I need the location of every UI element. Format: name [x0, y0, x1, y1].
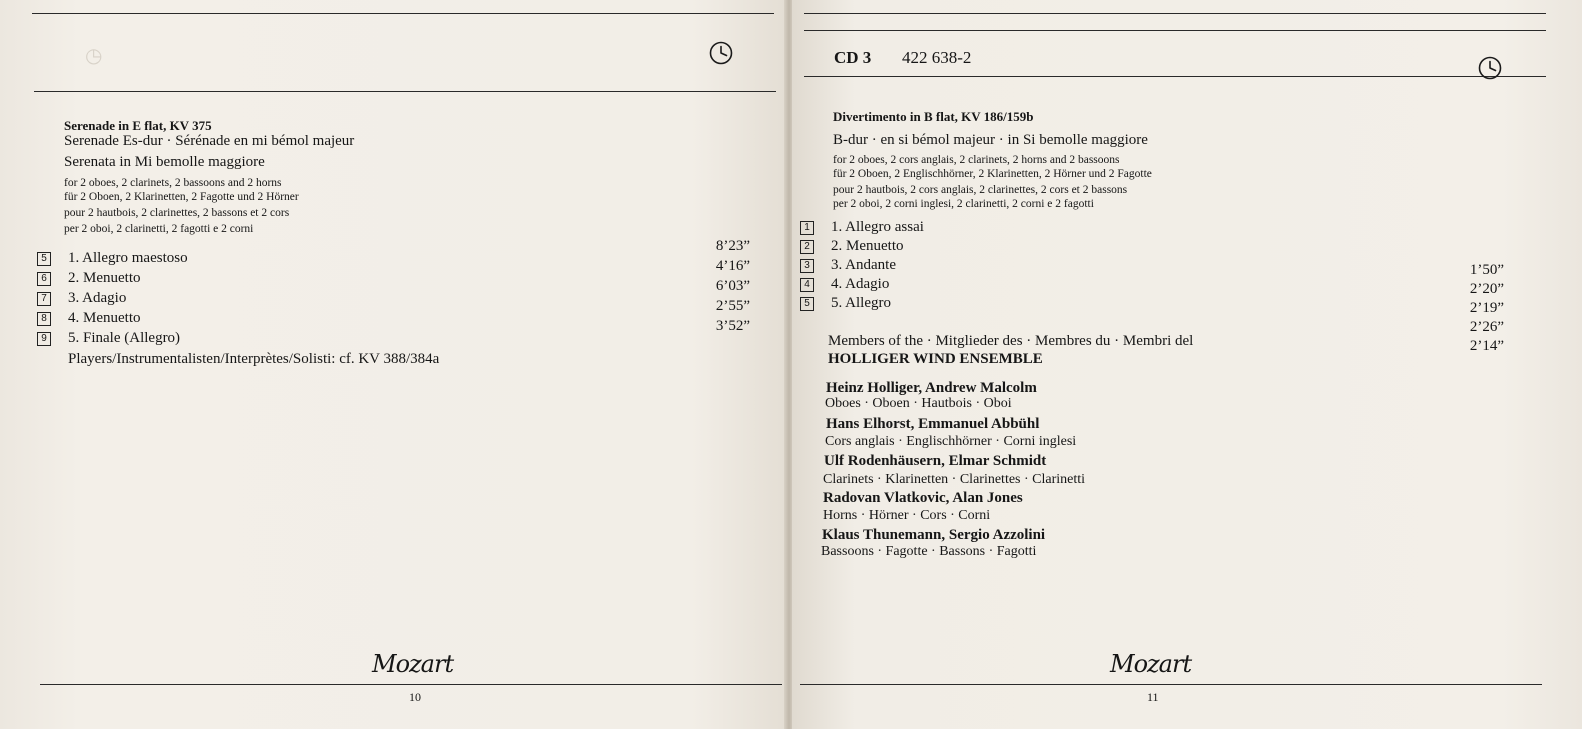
- header-rule: [34, 91, 776, 92]
- scoring-line: per 2 oboi, 2 corni inglesi, 2 clarinetti, 2 corni e 2 fagotti: [833, 198, 1094, 210]
- track-number: 5: [37, 252, 51, 266]
- track-item: [37, 269, 141, 289]
- duration: 2’14”: [1469, 338, 1504, 354]
- scoring-line: für 2 Oboen, 2 Klarinetten, 2 Fagotte und 2 Hörner: [64, 191, 299, 203]
- duration: 1’50”: [1469, 262, 1504, 278]
- ensemble-name: HOLLIGER WIND ENSEMBLE: [828, 351, 1043, 367]
- player-names: Klaus Thunemann, Sergio Azzolini: [822, 527, 1046, 543]
- player-names: Radovan Vlatkovic, Alan Jones: [823, 490, 1023, 506]
- track-title: 5. Finale (Allegro): [68, 330, 181, 346]
- track-number: 2: [800, 240, 814, 254]
- mozart-signature: Mozart: [372, 650, 454, 678]
- footer-rule: [40, 684, 782, 685]
- duration: 2’20”: [1469, 281, 1504, 297]
- scoring-line: pour 2 hautbois, 2 clarinettes, 2 bassons et 2 cors: [64, 207, 290, 219]
- footer-rule: [800, 684, 1542, 685]
- clock-icon: [708, 40, 734, 66]
- track-title: 1. Allegro assai: [831, 219, 924, 235]
- scoring-line: for 2 oboes, 2 cors anglais, 2 clarinets, 2 horns and 2 bassoons: [833, 154, 1120, 166]
- scoring-line: per 2 oboi, 2 clarinetti, 2 fagotti e 2 corni: [64, 223, 254, 235]
- player-instruments: Cors anglais · Englischhörner · Corni inglesi: [825, 434, 1077, 449]
- track-title: 1. Allegro maestoso: [68, 250, 188, 266]
- player-instruments: Bassoons · Fagotte · Bassons · Fagotti: [821, 544, 1037, 559]
- scoring-line: für 2 Oboen, 2 Englischhörner, 2 Klarinetten, 2 Hörner und 2 Fagotte: [833, 168, 1152, 180]
- top-rule: [32, 13, 774, 14]
- track-item: [800, 218, 924, 238]
- page-number: 10: [409, 690, 421, 704]
- track-number: 5: [800, 297, 814, 311]
- track-title: 5. Allegro: [831, 295, 891, 311]
- duration: 3’52”: [715, 318, 750, 334]
- player-instruments: Horns · Hörner · Cors · Corni: [823, 508, 991, 523]
- track-item: [800, 237, 904, 257]
- player-names: Hans Elhorst, Emmanuel Abbühl: [826, 416, 1040, 432]
- top-rule: [804, 30, 1546, 31]
- player-instruments: Clarinets · Klarinetten · Clarinettes · Clarinetti: [823, 472, 1086, 487]
- track-number: 3: [800, 259, 814, 273]
- track-number: 4: [800, 278, 814, 292]
- track-number: 7: [37, 292, 51, 306]
- track-number: 8: [37, 312, 51, 326]
- track-title: 2. Menuetto: [68, 270, 141, 286]
- track-item: [37, 289, 126, 309]
- player-names: Heinz Holliger, Andrew Malcolm: [826, 380, 1037, 396]
- track-item: [800, 275, 889, 295]
- scoring-line: for 2 oboes, 2 clarinets, 2 bassoons and 2 horns: [64, 177, 282, 189]
- duration: 2’19”: [1469, 300, 1504, 316]
- work-subtitle: Serenata in Mi bemolle maggiore: [64, 154, 265, 170]
- track-item: [37, 329, 180, 349]
- cd-label: CD 3: [834, 48, 872, 67]
- track-title: 3. Andante: [831, 257, 896, 273]
- bleed-through-clock: ◷: [85, 45, 103, 67]
- player-names: Ulf Rodenhäusern, Elmar Schmidt: [824, 453, 1047, 469]
- mozart-signature: Mozart: [1110, 650, 1192, 678]
- track-title: 4. Adagio: [831, 276, 890, 292]
- track-title: 2. Menuetto: [831, 238, 904, 254]
- scoring-line: pour 2 hautbois, 2 cors anglais, 2 clarinettes, 2 cors et 2 bassons: [833, 184, 1128, 196]
- left-page: [0, 0, 786, 729]
- duration: 8’23”: [715, 238, 750, 254]
- clock-icon: [1477, 55, 1503, 81]
- track-item: [800, 294, 891, 314]
- track-title: 3. Adagio: [68, 290, 127, 306]
- page-number: 11: [1147, 690, 1159, 704]
- work-title: Serenade in E flat, KV 375: [64, 118, 212, 133]
- player-instruments: Oboes · Oboen · Hautbois · Oboi: [825, 396, 1012, 411]
- track-number: 6: [37, 272, 51, 286]
- track-item: [37, 309, 141, 329]
- work-subtitle: Serenade Es-dur · Sérénade en mi bémol majeur: [64, 133, 355, 149]
- track-number: 9: [37, 332, 51, 346]
- track-number: 1: [800, 221, 814, 235]
- duration: 2’55”: [715, 298, 750, 314]
- members-line: Members of the · Mitglieder des · Membres du · Membri del: [828, 333, 1194, 349]
- right-page: [792, 0, 1582, 729]
- track-title: 4. Menuetto: [68, 310, 141, 326]
- track-item: [37, 249, 188, 269]
- duration: 2’26”: [1469, 319, 1504, 335]
- catalog-number: 422 638-2: [902, 48, 972, 67]
- players-note: Players/Instrumentalisten/Interprètes/Solisti: cf. KV 388/384a: [68, 351, 440, 367]
- top-rule: [804, 13, 1546, 14]
- header-rule: [804, 76, 1546, 77]
- track-item: [800, 256, 896, 276]
- duration: 6’03”: [715, 278, 750, 294]
- work-title: Divertimento in B flat, KV 186/159b: [833, 109, 1034, 124]
- work-subtitle: B-dur · en si bémol majeur · in Si bemolle maggiore: [833, 132, 1148, 148]
- duration: 4’16”: [715, 258, 750, 274]
